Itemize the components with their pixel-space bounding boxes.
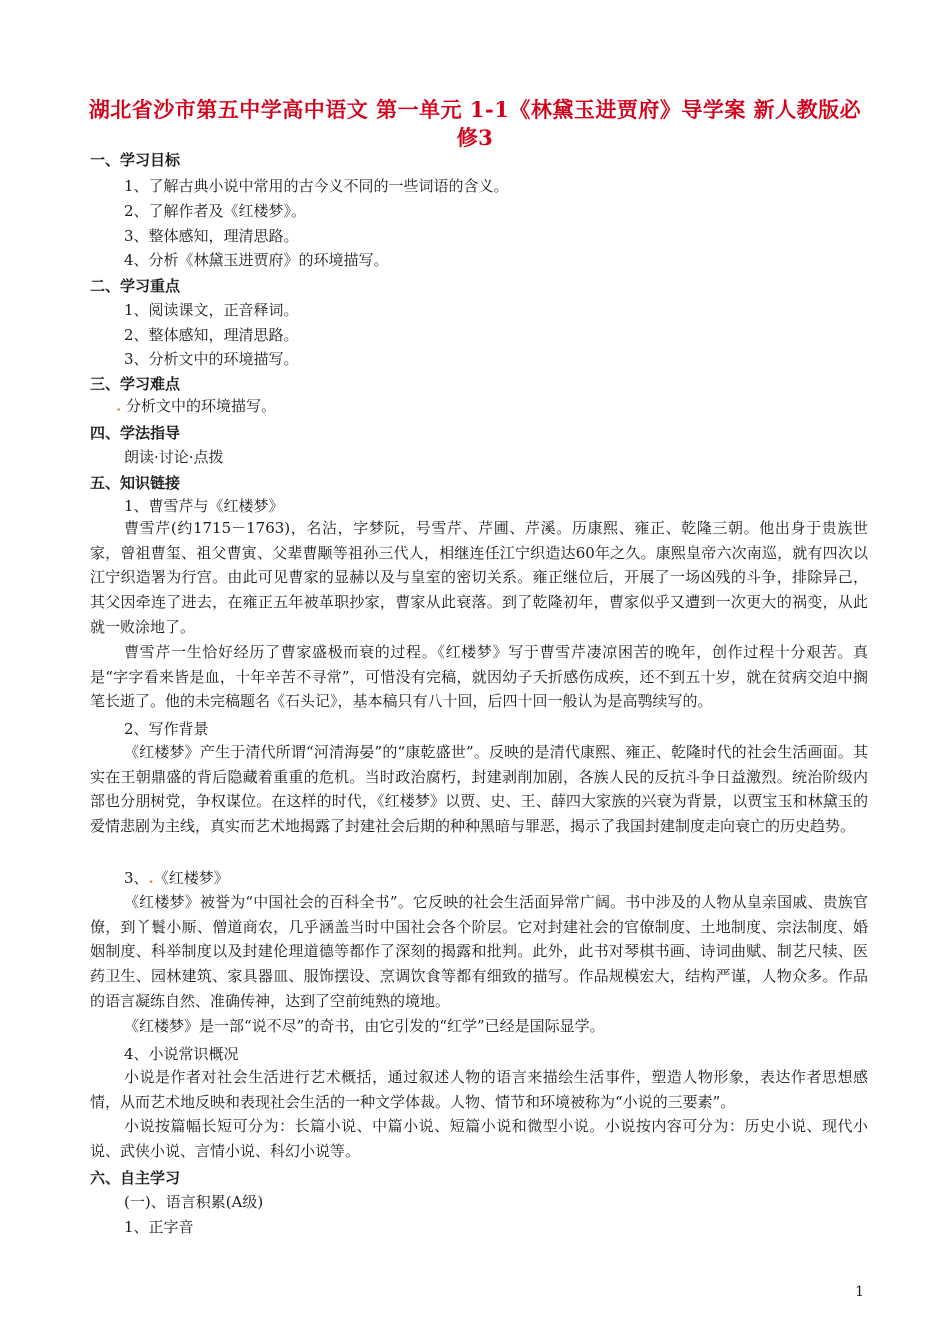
paragraph-novel: 《红楼梦》被誉为“中国社会的百科全书”。它反映的社会生活面异常广阔。书中涉及的人物从皇亲国戚、贵族官僚，到丫鬟小厮、僧道商农，几乎涵盖当时中国社会各个阶层。它对封建社会的官僚制度、土地制度、宗法制度、婚姻制度、科举制度以及封建伦理道德等都作了深刻的揭露和批判。此外，此书对琴棋书画、诗词曲赋、制艺尺犊、医药卫生、园林建筑、家具器皿、服饰摆设、烹调饮食等都有细致的描写。作品规模宏大，结构严谨，人物众多。作品的语言凝练自然、准确传神，达到了空前纯熟的境地。 — [90, 893, 868, 1010]
subheading-fiction: 4、小说常识概况 — [124, 1045, 239, 1063]
subheading-novel — [124, 868, 229, 888]
objective-item: 2、了解作者及《红楼梦》。 — [124, 202, 307, 220]
method-item: 朗读·讨论·点拨 — [124, 448, 224, 466]
subheading-background: 2、写作背景 — [124, 720, 209, 738]
subheading-author: 1、曹雪芹与《红楼梦》 — [124, 497, 284, 515]
paragraph-fiction-types: 小说按篇幅长短可分为：长篇小说、中篇小说、短篇小说和微型小说。小说按内容可分为：历史小说、现代小说、武侠小说、言情小说、科幻小说等。 — [90, 1117, 868, 1160]
paragraph-background: 《红楼梦》产生于清代所谓“河清海晏”的“康乾盛世”。反映的是清代康熙、雍正、乾隆时代的社会生活画面。其实在王朝鼎盛的背后隐藏着重重的危机。当时政治腐朽，封建剥削加剧，各族人民的反抗斗争日益激烈。统治阶级内部也分朋树党，争权谋位。在这样的时代，《红楼梦》以贾、史、王、薛四大家族的兴衰为背景，以贾宝玉和林黛玉的爱情悲剧为主线，真实而艺术地揭露了封建社会后期的种种黑暗与罪恶，揭示了我国封建制度走向衰亡的历史趋势。 — [90, 743, 868, 836]
objective-item: 4、分析《林黛玉进贾府》的环境描写。 — [124, 251, 389, 269]
bullet-marker: . — [148, 869, 154, 887]
bullet-marker: . — [116, 397, 122, 415]
section-heading-key-points: 二、学习重点 — [90, 277, 181, 295]
section-heading-difficulties: 三、学习难点 — [90, 375, 181, 393]
key-point-item: 2、整体感知，理清思路。 — [124, 326, 299, 344]
key-point-item: 3、分析文中的环境描写。 — [124, 350, 299, 368]
objective-item: 1、了解古典小说中常用的古今义不同的一些词语的含义。 — [124, 177, 509, 195]
difficulty-item — [116, 396, 276, 416]
paragraph-redology: 《红楼梦》是一部“说不尽”的奇书，由它引发的“红学”已经是国际显学。 — [124, 1017, 605, 1035]
subheading-text: 《红楼梦》 — [153, 869, 229, 887]
paragraph-author-bio: 曹雪芹(约1715－1763)，名沾，字梦阮，号雪芹、芹圃、芹溪。历康熙、雍正、乾隆三朝。他出身于贵族世家，曾祖曹玺、祖父曹寅、父辈曹颙等祖孙三代人，相继连任江宁织造达60年之久。康熙皇帝六次南巡，就有四次以江宁织造署为行宫。由此可见曹家的显赫以及与皇室的密切关系。雍正继位后，开展了一场凶残的斗争，排除异己，其父因牵连了进去，在雍正五年被革职抄家，曹家从此衰落。到了乾隆初年，曹家似乎又遭到一次更大的祸变，从此就一败涂地了。 — [90, 519, 868, 636]
section-heading-objectives: 一、学习目标 — [90, 151, 181, 169]
section-heading-knowledge: 五、知识链接 — [90, 474, 181, 492]
subheading-language: (一)、语言积累(A级) — [124, 1193, 264, 1211]
key-point-item: 1、阅读课文，正音释词。 — [124, 301, 299, 319]
subheading-prefix: 3、 — [124, 869, 149, 887]
objective-item: 3、整体感知，理清思路。 — [124, 227, 299, 245]
paragraph-fiction-definition: 小说是作者对社会生活进行艺术概括，通过叙述人物的语言来描绘生活事件，塑造人物形象，表达作者思想感情，从而艺术地反映和表现社会生活的一种文学体裁。人物、情节和环境被称为“小说的三要素”。 — [90, 1068, 868, 1111]
page-number: 1 — [855, 1284, 864, 1300]
document-title: 湖北省沙市第五中学高中语文 第一单元 1-1《林黛玉进贾府》导学案 新人教版必修3 — [88, 97, 862, 150]
section-heading-self-study: 六、自主学习 — [90, 1169, 181, 1187]
difficulty-text: 分析文中的环境描写。 — [126, 397, 277, 415]
section-heading-method: 四、学法指导 — [90, 424, 181, 442]
paragraph-author-life: 曹雪芹一生恰好经历了曹家盛极而衰的过程。《红楼梦》写于曹雪芹凄凉困苦的晚年，创作过程十分艰苦。真是“字字看来皆是血，十年辛苦不寻常”，可惜没有完稿，就因幼子夭折感伤成疾，还不到五十岁，就在贫病交迫中搁笔长逝了。他的未完稿题名《石头记》，基本稿只有八十回，后四十回一般认为是高鹗续写的。 — [90, 643, 868, 711]
subheading-pronunciation: 1、正字音 — [124, 1218, 194, 1236]
